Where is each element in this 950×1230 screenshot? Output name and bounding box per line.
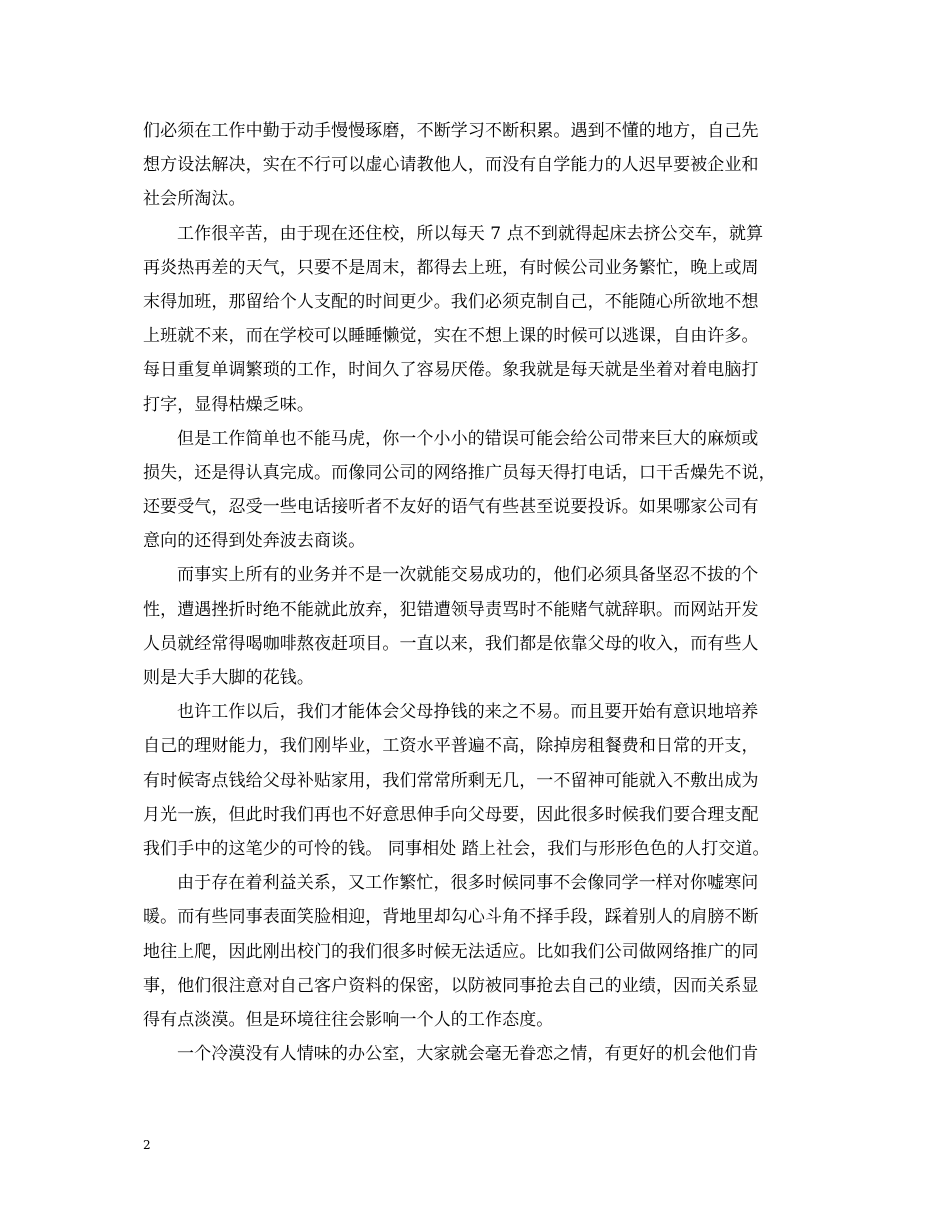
text-line: 自己的理财能力，我们刚毕业，工资水平普遍不高，除掉房租餐费和日常的开支， [143,736,759,757]
text-line: 损失，还是得认真完成。而像同公司的网络推广员每天得打电话，口干舌燥先不说， [143,462,776,483]
text-line: 意向的还得到处奔波去商谈。 [143,531,366,552]
text-line: 由于存在着利益关系，又工作繁忙，很多时候同事不会像同学一样对你嘘寒问 [177,873,759,894]
text-line: 们必须在工作中勤于动手慢慢琢磨，不断学习不断积累。遇到不懂的地方，自己先 [143,121,759,141]
page-number: 2 [143,1138,151,1152]
text-line: 性，遭遇挫折时绝不能就此放弃，犯错遭领导责骂时不能赌气就辞职。而网站开发 [143,599,759,620]
text-line: 再炎热再差的天气，只要不是周末，都得去上班，有时候公司业务繁忙，晚上或周 [143,257,759,278]
text-line: 我们手中的这笔少的可怜的钱。 同事相处 踏上社会，我们与形形色色的人打交道。 [143,838,770,859]
text-line: 想方设法解决，实在不行可以虚心请教他人，而没有自学能力的人迟早要被企业和 [143,155,759,176]
text-line: 也许工作以后，我们才能体会父母挣钱的来之不易。而且要开始有意识地培养 [177,702,759,723]
text-line: 工作很辛苦，由于现在还住校，所以每天 7 点不到就得起床去挤公交车，就算 [177,223,764,244]
text-line: 还要受气，忍受一些电话接听者不友好的语气有些甚至说要投诉。如果哪家公司有 [143,497,759,518]
body-text [143,114,823,1071]
text-line: 每日重复单调繁琐的工作，时间久了容易厌倦。象我就是每天就是坐着对着电脑打 [143,360,759,381]
text-line: 则是大手大脚的花钱。 [143,668,314,688]
text-line: 月光一族，但此时我们再也不好意思伸手向父母要，因此很多时候我们要合理支配 [143,804,759,825]
text-line: 社会所淘汰。 [143,189,246,210]
text-line: 人员就经常得喝咖啡熬夜赶项目。一直以来，我们都是依靠父母的收入，而有些人 [143,633,759,654]
text-line: 地往上爬，因此刚出校门的我们很多时候无法适应。比如我们公司做网络推广的同 [143,941,759,962]
text-line: 但是工作简单也不能马虎，你一个小小的错误可能会给公司带来巨大的麻烦或 [177,428,759,449]
text-line: 末得加班，那留给个人支配的时间更少。我们必须克制自己，不能随心所欲地不想 [143,291,759,312]
text-line: 上班就不来，而在学校可以睡睡懒觉，实在不想上课的时候可以逃课，自由许多。 [143,326,759,347]
text-line: 暖。而有些同事表面笑脸相迎，背地里却勾心斗角不择手段，踩着别人的肩膀不断 [143,907,759,928]
text-line: 打字，显得枯燥乏味。 [143,394,314,415]
text-line: 事，他们很注意对自己客户资料的保密，以防被同事抢去自己的业绩，因而关系显 [143,975,759,996]
text-line: 一个冷漠没有人情味的办公室，大家就会毫无眷恋之情，有更好的机会他们肯 [177,1044,759,1065]
text-line: 有时候寄点钱给父母补贴家用，我们常常所剩无几，一不留神可能就入不敷出成为 [143,770,759,791]
text-line: 得有点淡漠。但是环境往往会影响一个人的工作态度。 [143,1009,554,1030]
text-line: 而事实上所有的业务并不是一次就能交易成功的，他们必须具备坚忍不拔的个 [177,565,759,586]
